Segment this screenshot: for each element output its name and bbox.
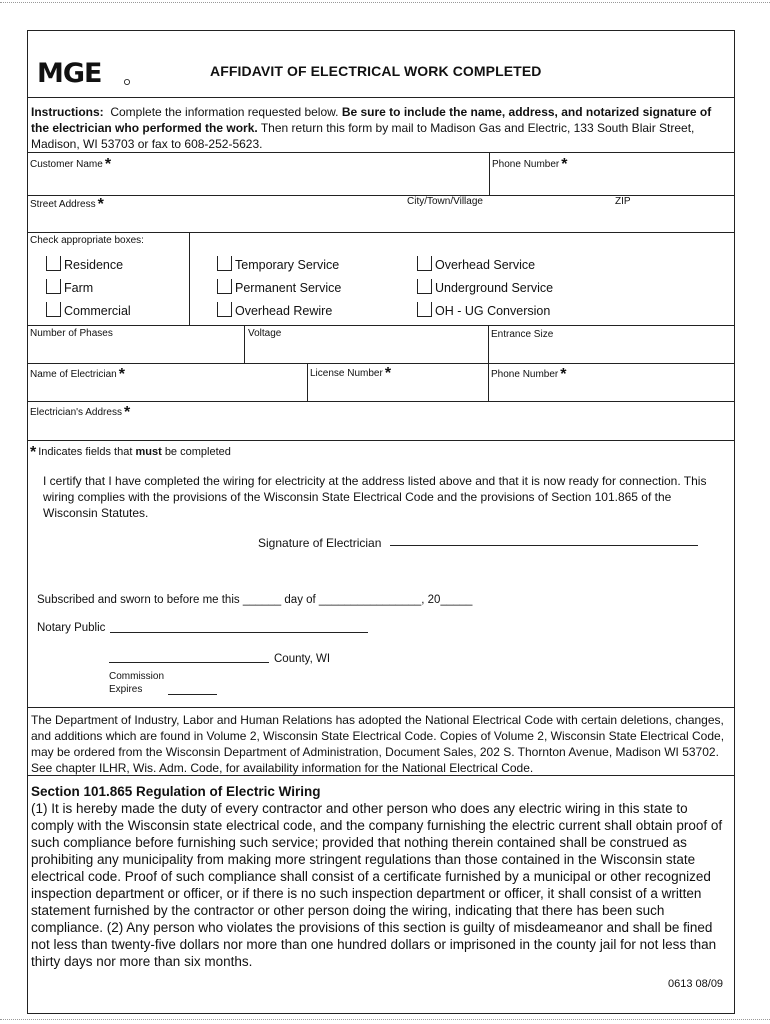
divider xyxy=(488,363,489,401)
checkbox-overhead-rewire[interactable]: Overhead Rewire xyxy=(217,302,332,318)
subscribed-line[interactable]: Subscribed and sworn to before me this ______ day of ________________, 20_____ xyxy=(37,594,473,606)
section-body: (1) It is hereby made the duty of every contractor and other person who does any electric wiring in this state to comply with the Wisconsin state electrical code, and the company furnishing the electric current shall obtain proof of such compliance before furnishing such service; provided that nothing therein contained shall be construed as prohibiting any municipality from making more stringent regulations than those contained in the Wisconsin state electrical code. Proof of such compliance shall consist of a certificate furnished by a municipal or other recognized inspection department or officer, or if there is no such inspection department or officer, it shall consist of a written statement furnished by the contractor or other person doing the wiring, indicating that there has been such compliance. (2) Any person who violates the provisions of this section is guilty of misdeameanor and shall be fined not less than twenty-five dollars nor more than one hundred dollars or imprisoned in the county jail for not less than thirty days nor more than six months. xyxy=(31,801,723,969)
divider xyxy=(189,232,190,325)
instructions: Instructions: Complete the information requested below. Be sure to include the name, address, and notarized signature of the electrician who performed the work. Then return this form by mail to Madison Gas and Electric, 133 South Blair Street, Madison, WI 53703 or fax to 608-252-5623. xyxy=(31,105,712,151)
county-label: County, WI xyxy=(274,653,331,665)
electrician-address-field[interactable]: Electrician's Address * xyxy=(30,404,131,421)
signature-label: Signature of Electrician xyxy=(258,536,382,550)
checkbox-permanent-service[interactable]: Permanent Service xyxy=(217,279,341,295)
expires-label: Expires xyxy=(109,684,143,695)
divider xyxy=(27,440,735,441)
check-boxes-label: Check appropriate boxes: xyxy=(30,235,144,246)
number-of-phases-field[interactable]: Number of Phases xyxy=(30,328,113,339)
certification-text: I certify that I have completed the wiring for electricity at the address listed above and that it is now ready for connection. This wiring complies with the provisions of the Wisconsin State Electrical Code and the provisions of Section 101.865 of the Wisconsin Statutes. xyxy=(43,474,707,520)
page-top-border xyxy=(0,2,770,3)
section-title: Section 101.865 Regulation of Electric Wiring xyxy=(31,784,321,799)
checkbox-farm[interactable]: Farm xyxy=(46,279,93,295)
commission-label: Commission xyxy=(109,671,165,682)
checkbox-temporary-service[interactable]: Temporary Service xyxy=(217,256,339,272)
county-line[interactable] xyxy=(109,662,269,663)
divider xyxy=(244,325,245,363)
expires-line[interactable] xyxy=(168,694,217,695)
divider xyxy=(27,401,735,402)
divider xyxy=(27,325,735,326)
zip-field[interactable]: ZIP xyxy=(615,196,631,207)
phone-number-field[interactable]: Phone Number * xyxy=(492,156,568,173)
divider xyxy=(27,152,735,153)
divider xyxy=(27,97,735,98)
checkbox-commercial[interactable]: Commercial xyxy=(46,302,131,318)
divider xyxy=(489,152,490,195)
customer-name-field[interactable]: Customer Name * xyxy=(30,156,112,173)
license-number-field[interactable]: License Number * xyxy=(310,365,392,382)
voltage-field[interactable]: Voltage xyxy=(248,328,282,339)
signature-line[interactable] xyxy=(390,545,698,546)
required-note: * Indicates fields that must be completed xyxy=(30,444,231,461)
divider xyxy=(27,232,735,233)
divider xyxy=(27,363,735,364)
svg-text:MGE: MGE xyxy=(37,58,102,86)
street-address-field[interactable]: Street Address * xyxy=(30,196,104,213)
electrician-name-field[interactable]: Name of Electrician * xyxy=(30,366,125,383)
divider xyxy=(27,775,735,776)
notary-public-line[interactable] xyxy=(110,632,368,633)
mge-logo xyxy=(37,56,132,86)
department-note: The Department of Industry, Labor and Human Relations has adopted the National Electrical Code with certain deletions, changes, and additions which are found in Volume 2, Wisconsin State Electrical Code. Copies of Volume 2, Wisconsin State Electrical Code, may be ordered from the Wisconsin Department of Administration, Document Sales, 202 S. Thornton Avenue, Madison WI 53702. See chapter ILHR, Wis. Adm. Code, for availability information for the National Electrical Code. xyxy=(31,713,725,775)
divider xyxy=(488,325,489,363)
checkbox-overhead-service[interactable]: Overhead Service xyxy=(417,256,535,272)
page-bottom-border xyxy=(0,1019,770,1020)
checkbox-residence[interactable]: Residence xyxy=(46,256,123,272)
divider xyxy=(307,363,308,401)
city-field[interactable]: City/Town/Village xyxy=(407,196,483,207)
notary-public-label: Notary Public xyxy=(37,622,106,634)
statute-section xyxy=(31,783,731,970)
electrician-phone-field[interactable]: Phone Number * xyxy=(491,366,567,383)
checkbox-underground-service[interactable]: Underground Service xyxy=(417,279,553,295)
checkbox-oh-ug-conversion[interactable]: OH - UG Conversion xyxy=(417,302,550,318)
entrance-size-field[interactable]: Entrance Size xyxy=(491,329,554,340)
page-title: AFFIDAVIT OF ELECTRICAL WORK COMPLETED xyxy=(210,63,542,79)
divider xyxy=(27,707,735,708)
form-code: 0613 08/09 xyxy=(668,978,724,990)
